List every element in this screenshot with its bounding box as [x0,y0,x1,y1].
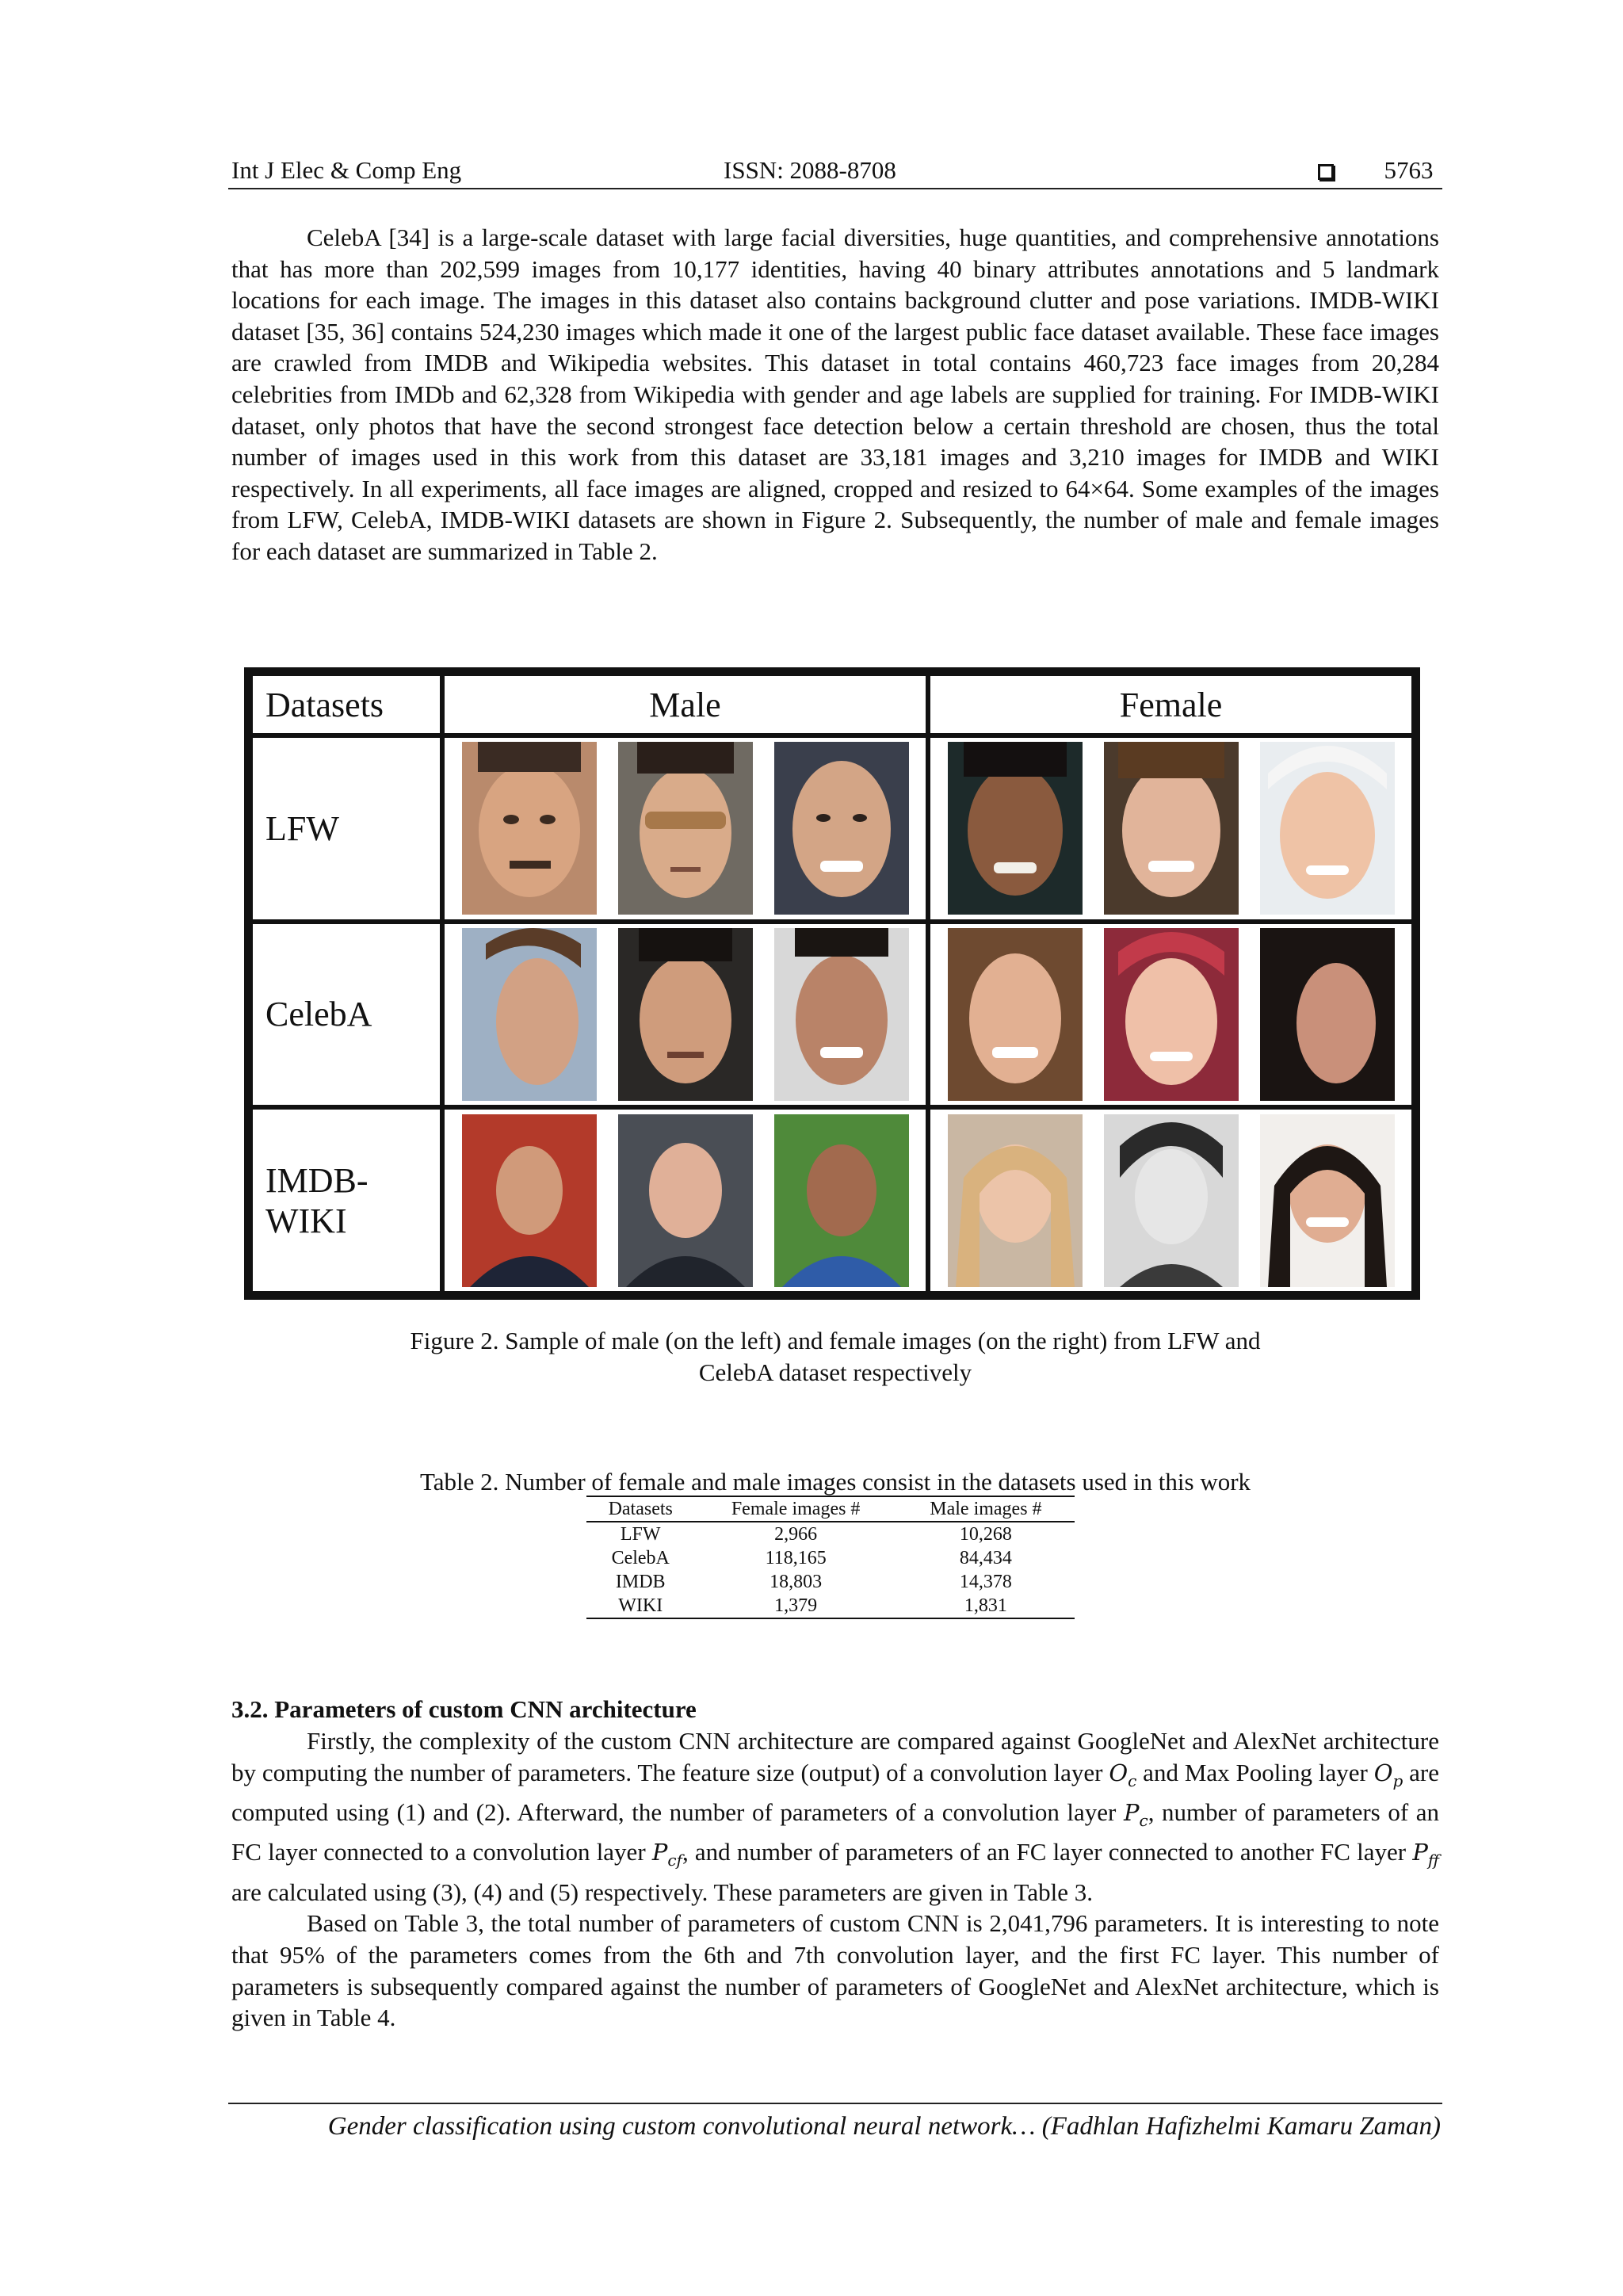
text-run: are computed using (1) and (2). Afterward, the number of parameters of a convolution layer [231,1758,1439,1826]
section-body [231,1725,1439,2034]
symbol-base: O [1373,1759,1393,1786]
table-cell: 14,378 [959,1572,1012,1592]
face-photo [618,928,753,1101]
table-row [586,1570,1075,1594]
symbol-sub: c [1139,1810,1148,1830]
text-run: , and number of parameters of an FC layer connected to another FC layer [682,1838,1413,1866]
symbol-oc [1109,1759,1137,1790]
symbol-pc [1123,1798,1148,1830]
table-row [586,1546,1075,1570]
table-cell: 18,803 [769,1572,823,1592]
figure-grid [253,676,1411,1291]
figure-celeba-female-images [930,924,1411,1106]
figure-caption [231,1325,1439,1389]
intro-paragraph [231,222,1439,567]
square-bullet-icon [1318,164,1334,180]
symbol-base: P [1412,1839,1428,1866]
symbol-op [1373,1759,1403,1790]
face-photo [948,1114,1083,1287]
footer-rule [228,2103,1442,2104]
section-paragraph-2: Based on Table 3, the total number of parameters of custom CNN is 2,041,796 parameters. It is interesting to note that 95% of the parameters comes from the 6th and 7th convolution layer, and the first FC layer. This number of parameters is subsequently compared against the number of parameters of GoogleNet and AlexNet architecture, which is given in Table 4. [231,1909,1439,2032]
footer-text: Gender classification using custom convolutional neural network… (Fadhlan Hafizhelmi Kamaru Zaman) [327,2112,1441,2141]
symbol-sub: ff [1427,1851,1439,1870]
face-photo [948,928,1083,1101]
table-2-title: Table 2. Number of female and male images consist in the datasets used in this work [419,1468,1251,1496]
symbol-base: P [651,1839,668,1866]
figure-lfw-male-images [445,738,926,919]
figure-celeba-male-images [445,924,926,1106]
symbol-sub: c [1128,1771,1137,1790]
header-page [1318,155,1434,185]
symbol-pff [1412,1839,1439,1870]
face-photo [618,1114,753,1287]
text-run: Firstly, the complexity of the custom CNN architecture are compared against GoogleNet and AlexNet architecture by computing the number of parameters. The feature size (output) of a convolution layer [231,1727,1439,1786]
text-run: and Max Pooling layer [1136,1758,1374,1786]
table-header-cell: Male images # [897,1496,1075,1522]
face-photo [1260,1114,1395,1287]
table-cell: WIKI [586,1594,694,1618]
face-photo [774,1114,909,1287]
table-cell: 10,268 [959,1524,1012,1545]
figure-row-label-celeba: CelebA [253,924,440,1106]
section-heading: 3.2. Parameters of custom CNN architecture [231,1695,697,1723]
face-photo [1104,928,1239,1101]
table-header-row [586,1496,1075,1522]
figure-imdb-wiki-male-images [445,1110,926,1291]
face-photo [948,742,1083,915]
figure-row-label-imdb-wiki: IMDB-WIKI [253,1110,440,1291]
text-run: are calculated using (3), (4) and (5) respectively. These parameters are given in Table 3. [231,1878,1093,1906]
symbol-sub: p [1392,1771,1403,1790]
intro-text: CelebA [34] is a large-scale dataset with large facial diversities, huge quantities, and comprehensive annotations that has more than 202,599 images from 10,177 identities, having 40 binary attributes annotations and 5 landmark locations for each image. The images in this dataset also contains background clutter and pose variations. IMDB-WIKI dataset [35, 36] contains 524,230 images which made it one of the largest public face dataset available. These face images are crawled from IMDB and Wikipedia websites. This dataset in total contains 460,723 face images from 20,284 celebrities from IMDb and 62,328 from Wikipedia with gender and age labels are supplied for training. For IMDB-WIKI dataset, only photos that have the second strongest face detection below a certain threshold are chosen, thus the total number of images used in this work from this dataset are 33,181 images and 3,210 images for IMDB and WIKI respectively. In all experiments, all face images are aligned, cropped and resized to 64×64. Some examples of the images from LFW, CelebA, IMDB-WIKI datasets are shown in Figure 2. Subsequently, the number of male and female images for each dataset are summarized in Table 2. [231,223,1439,565]
figure-header-female: Female [930,676,1411,733]
symbol-sub: cf [667,1851,682,1870]
face-photo [462,928,597,1101]
face-photo [1260,742,1395,915]
page-number: 5763 [1384,156,1434,184]
header-rule [228,188,1442,189]
figure-header-datasets: Datasets [253,676,440,733]
symbol-base: O [1109,1759,1128,1786]
face-photo [774,742,909,915]
table-header-cell: Datasets [586,1496,694,1522]
figure-imdb-wiki-female-images [930,1110,1411,1291]
table-cell: 1,379 [694,1594,896,1618]
figure-caption-line-1: Figure 2. Sample of male (on the left) and female images (on the right) from LFW and [410,1327,1261,1354]
table-cell: 1,831 [897,1594,1075,1618]
table-cell: LFW [620,1524,661,1545]
header-issn: ISSN: 2088-8708 [724,156,896,184]
figure-lfw-female-images [930,738,1411,919]
figure-row-label-lfw: LFW [253,738,440,919]
face-photo [774,928,909,1101]
symbol-base: P [1123,1798,1140,1826]
face-photo [618,742,753,915]
face-photo [1104,1114,1239,1287]
face-photo [462,1114,597,1287]
face-photo [1260,928,1395,1101]
text-run: , number of parameters of an FC layer connected to a convolution layer [231,1797,1440,1866]
table-cell: 2,966 [774,1524,818,1545]
table-row [586,1594,1075,1618]
figure-2 [244,667,1420,1300]
header-journal: Int J Elec & Comp Eng [231,156,462,184]
figure-caption-line-2: CelebA dataset respectively [698,1358,972,1386]
table-row [586,1522,1075,1546]
section-paragraph-1 [231,1725,1439,1908]
figure-header-male: Male [445,676,926,733]
table-cell: 118,165 [765,1548,827,1568]
face-photo [462,742,597,915]
table-cell: CelebA [611,1548,670,1568]
table-header-cell: Female images # [694,1496,896,1522]
symbol-pcf [651,1839,682,1870]
table-cell: IMDB [615,1572,666,1592]
table-2 [586,1496,1075,1619]
face-photo [1104,742,1239,915]
table-cell: 84,434 [959,1548,1012,1568]
